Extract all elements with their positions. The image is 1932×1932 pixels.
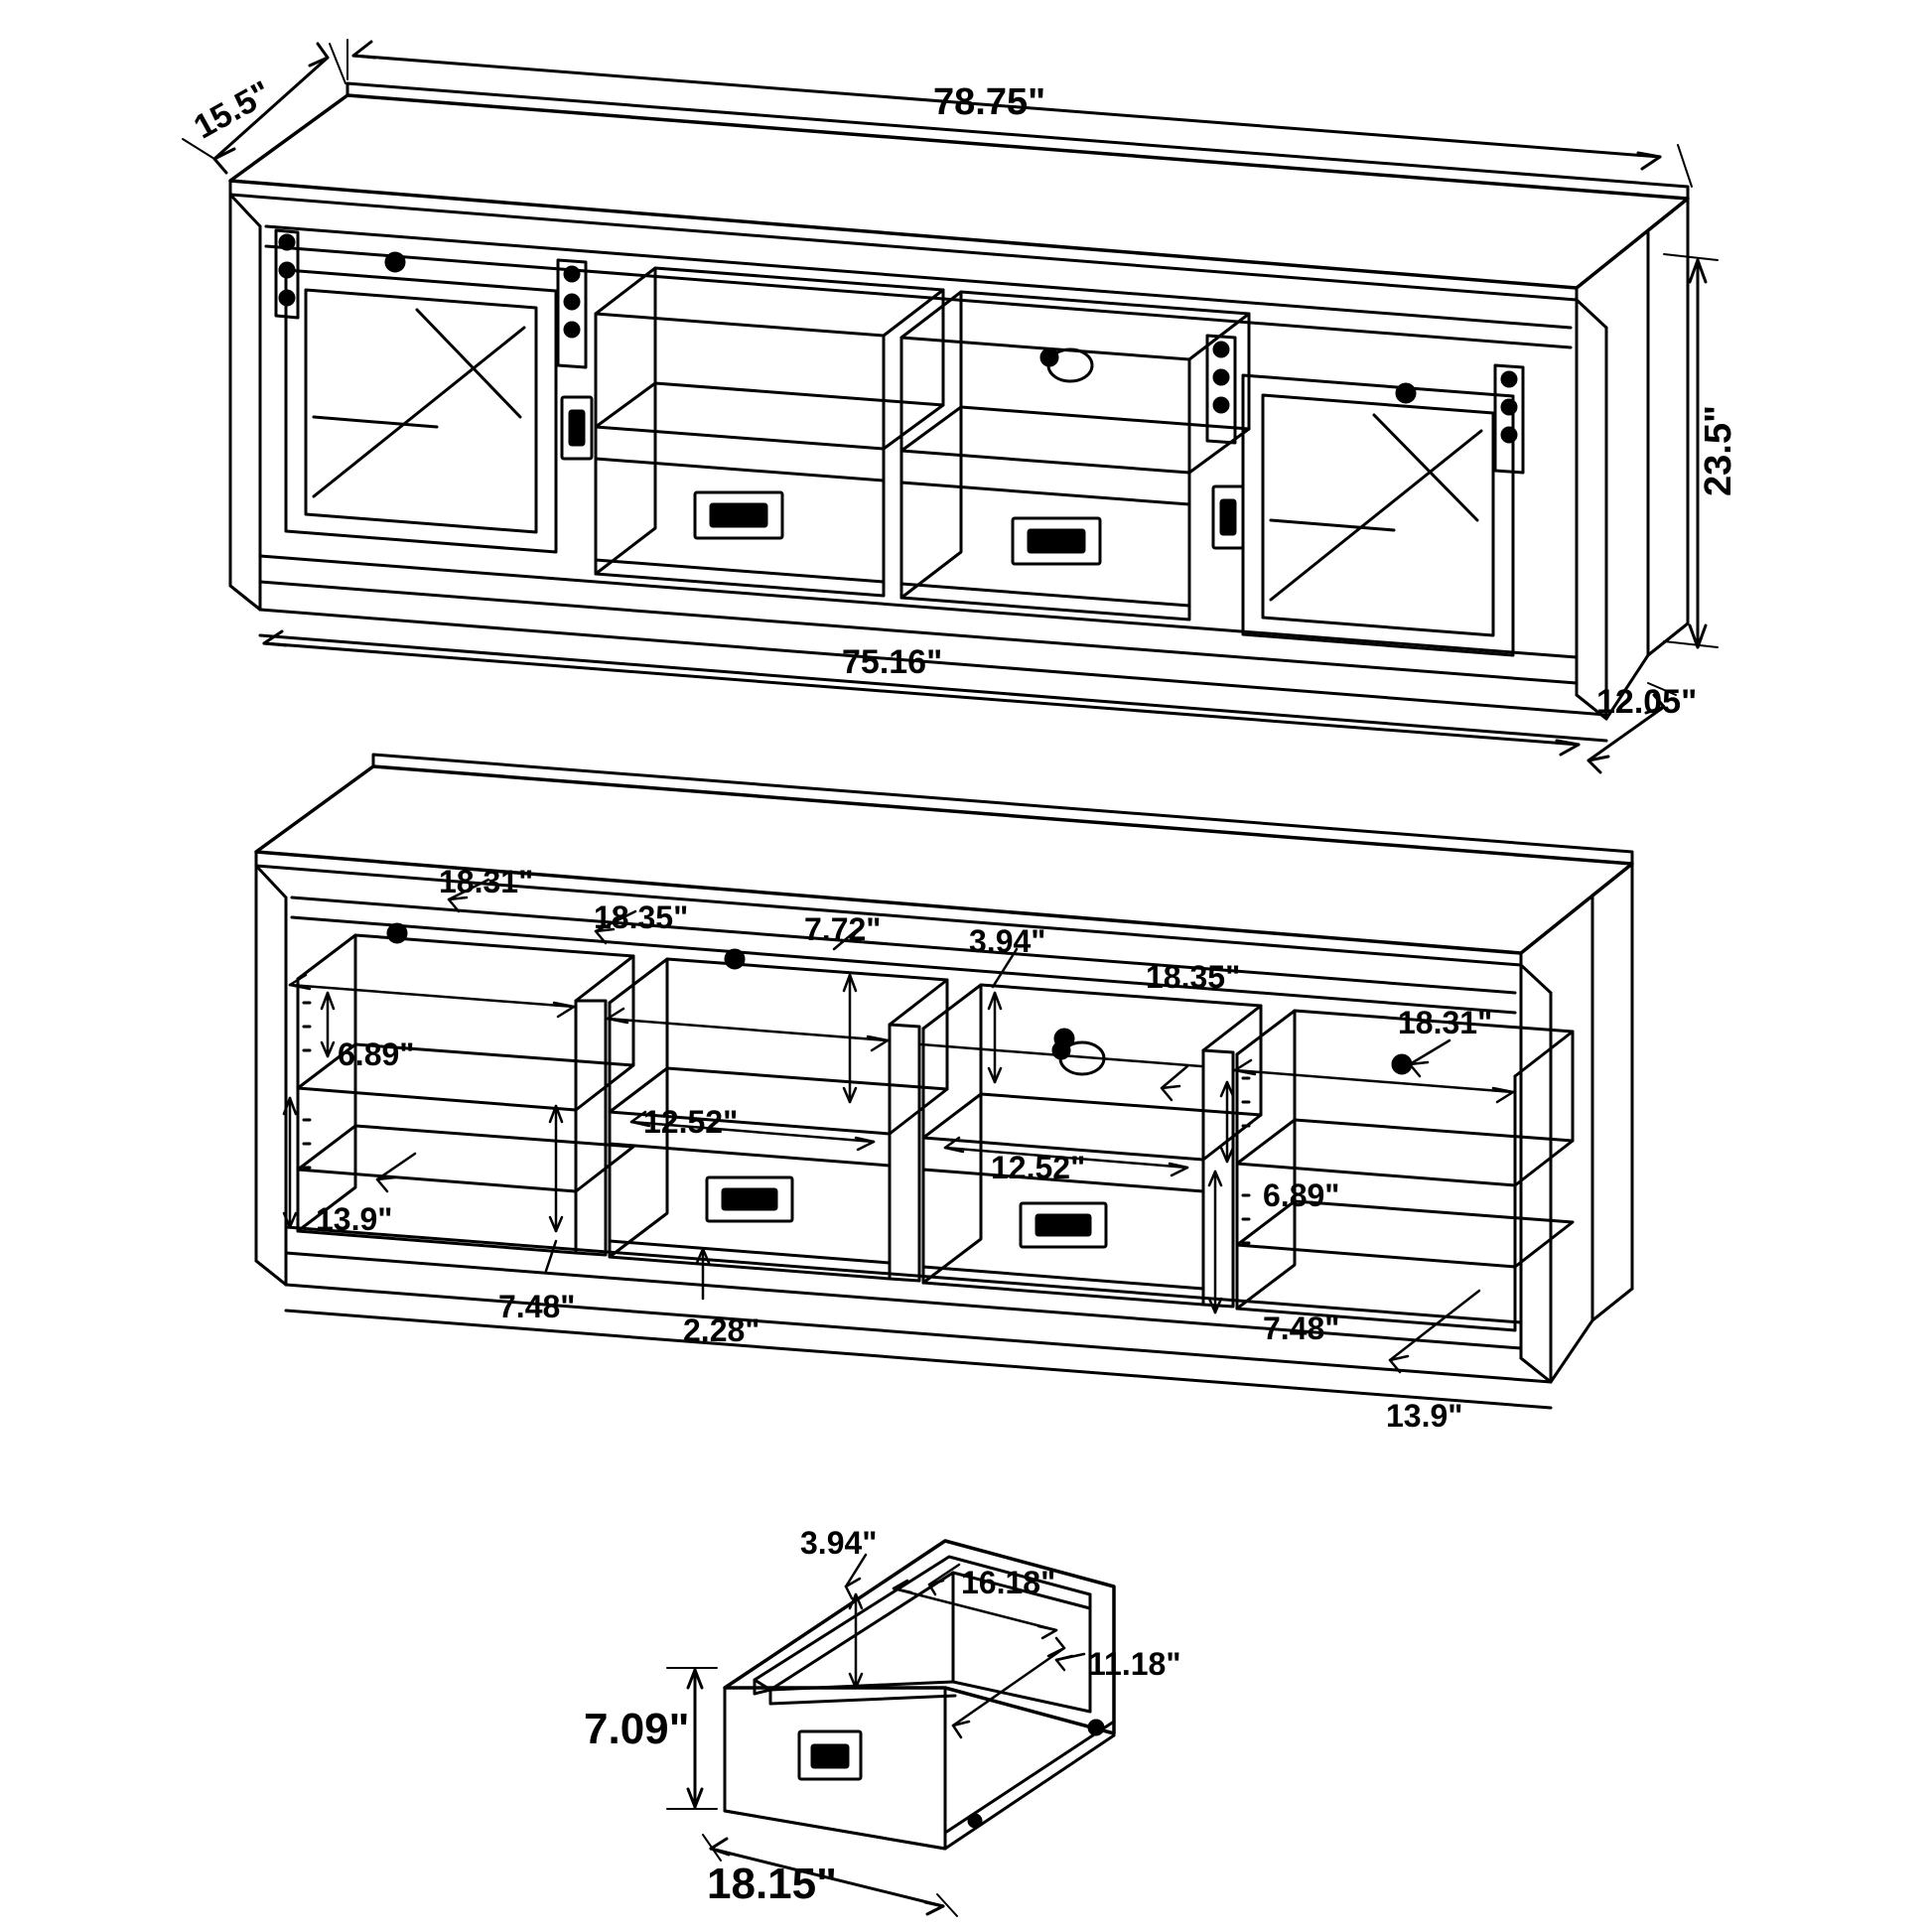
- dim-right-shelf-height: 6.89": [1263, 1177, 1340, 1213]
- dim-drawer-interior-width: 16.18": [961, 1565, 1056, 1600]
- dim-center-top-opening: 3.94": [969, 923, 1046, 959]
- dim-center-left-width: 18.35": [594, 899, 689, 935]
- dim-overall-width: 78.75": [933, 81, 1046, 123]
- dim-left-shelf-height: 6.89": [338, 1036, 415, 1072]
- dim-center-right-width: 18.35": [1146, 959, 1241, 995]
- dim-left-cabinet-width-upper: 18.31": [439, 864, 534, 899]
- dim-base-depth: 12.05": [1596, 683, 1698, 721]
- view-front-closed: [183, 40, 1718, 772]
- dim-drawer-interior-side: 11.18": [1088, 1646, 1181, 1682]
- view-interior: [256, 755, 1632, 1408]
- dim-center-left-opening-height: 7.48": [498, 1289, 576, 1324]
- dim-drawer-interior-depth: 3.94": [800, 1525, 878, 1561]
- dim-center-shelf-height: 7.72": [804, 911, 882, 947]
- dim-divider-thickness: 2.28": [683, 1312, 760, 1348]
- dim-drawer-front-width: 18.15": [707, 1860, 837, 1908]
- dim-base-width: 75.16": [842, 643, 943, 681]
- dim-right-cabinet-height: 13.9": [1386, 1398, 1463, 1434]
- dim-center-left-drawer-width: 12.52": [643, 1104, 739, 1140]
- dim-right-cabinet-width-upper: 18.31": [1398, 1005, 1493, 1040]
- dim-left-cabinet-height: 13.9": [316, 1201, 393, 1237]
- dim-overall-depth: 15.5": [188, 73, 278, 147]
- dim-right-opening-height: 7.48": [1263, 1311, 1340, 1346]
- dim-center-right-drawer-width: 12.52": [991, 1150, 1086, 1185]
- dim-overall-height: 23.5": [1698, 405, 1739, 496]
- dim-drawer-height: 7.09": [584, 1705, 690, 1753]
